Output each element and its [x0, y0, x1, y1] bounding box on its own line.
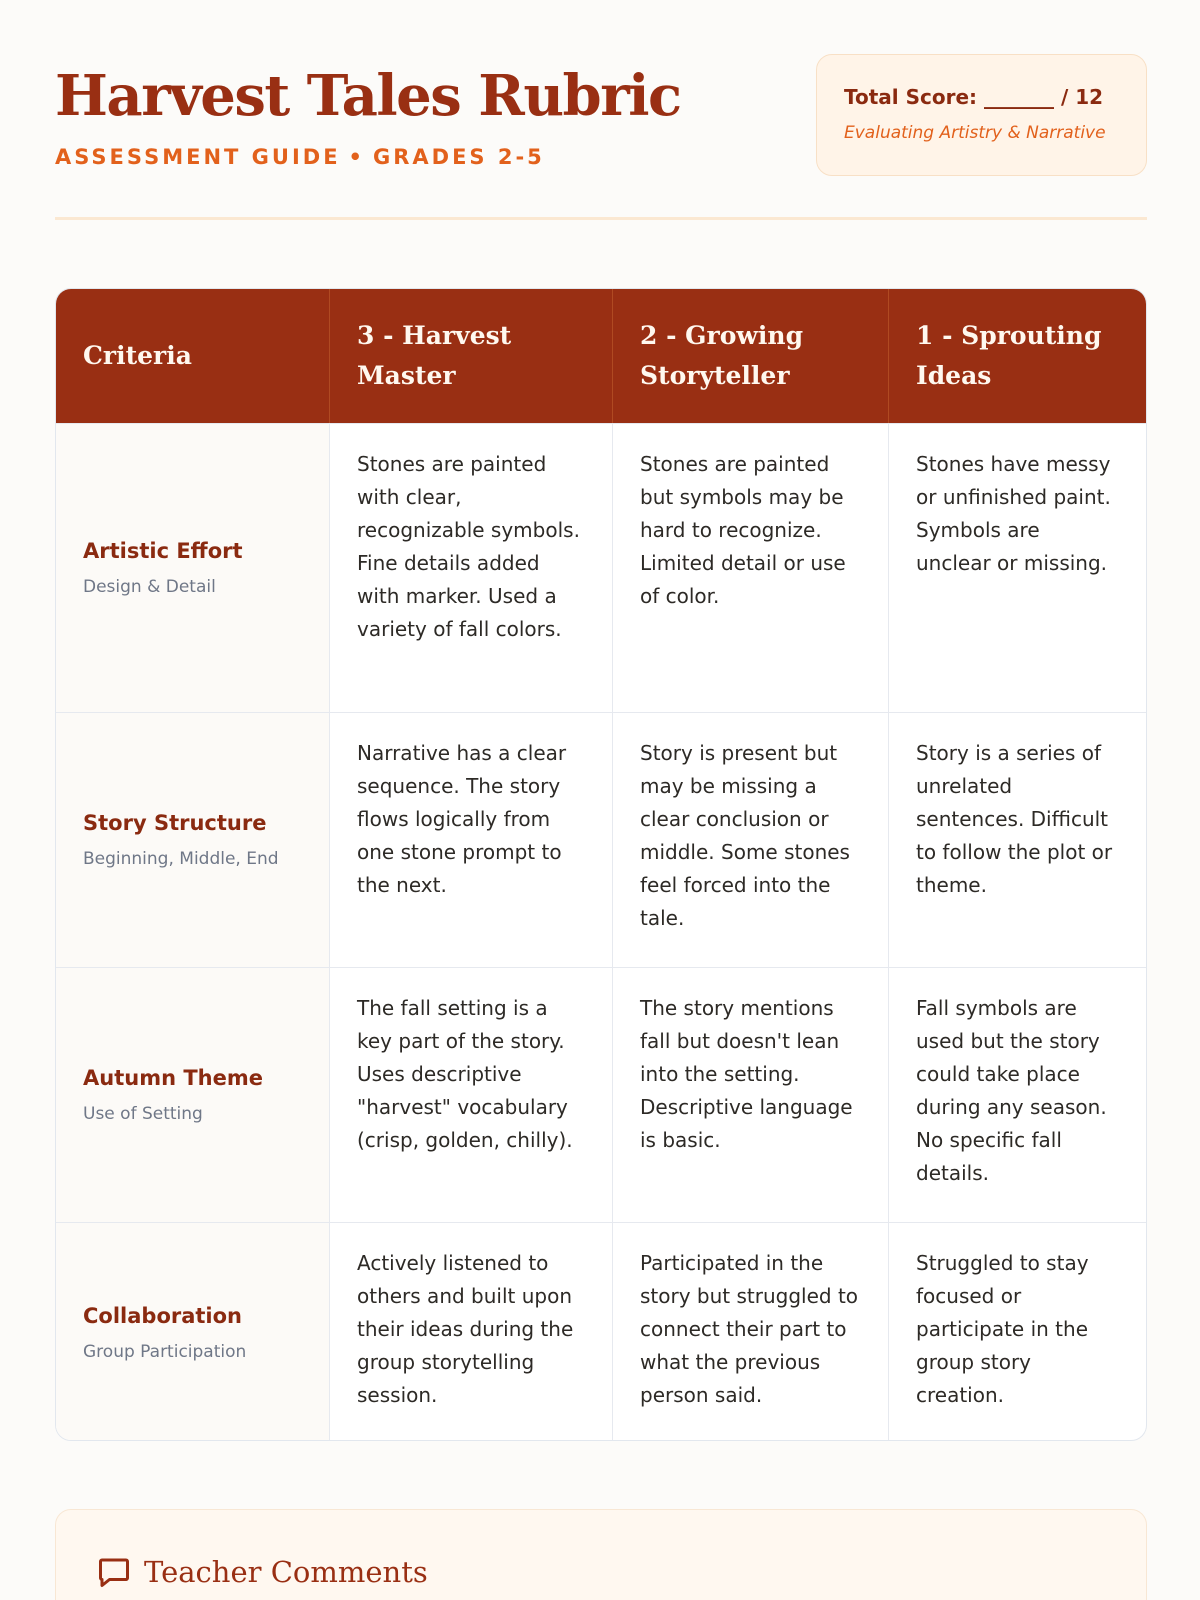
score-tagline: Evaluating Artistry & Narrative [844, 123, 1106, 143]
criteria-cell [56, 1223, 330, 1441]
subtitle-grades: GRADES 2-5 [372, 145, 545, 169]
page-subtitle [55, 142, 545, 172]
criteria-name: Story Structure [83, 811, 267, 835]
page-header [55, 62, 1147, 182]
level-1-description: Struggled to stay focused or participate in the group story creation. [916, 1251, 1089, 1407]
teacher-comments-title: Teacher Comments [144, 1555, 428, 1589]
criteria-name: Autumn Theme [83, 1066, 263, 1090]
subtitle-separator: • [348, 145, 365, 169]
column-header-level-2: 2 - Growing Storyteller [613, 289, 889, 423]
level-1-description: Story is a series of unrelated sentences. Difficult to follow the plot or theme. [916, 741, 1113, 897]
table-row [56, 712, 1146, 967]
page-title: Harvest Tales Rubric [55, 63, 681, 129]
column-header-level-3: 3 - Harvest Master [330, 289, 613, 423]
level-2-description: Stones are painted but symbols may be hard to recognize. Limited detail or use of color. [613, 424, 889, 712]
level-3-description: Actively listened to others and built upon their ideas during the group storytelling session. [330, 1223, 613, 1441]
criteria-cell [56, 713, 330, 967]
level-2-description: Participated in the story but struggled to connect their part to what the previous person said. [613, 1223, 889, 1441]
comment-icon [96, 1554, 132, 1590]
rubric-page [55, 0, 1147, 1600]
total-score-box [816, 54, 1147, 176]
criteria-subtitle: Use of Setting [83, 1104, 203, 1124]
criteria-subtitle: Group Participation [83, 1341, 247, 1362]
criteria-cell [56, 424, 330, 712]
criteria-subtitle: Design & Detail [83, 577, 216, 597]
table-row [56, 1222, 1146, 1441]
level-2-description: The story mentions fall but doesn't lean into the setting. Descriptive language is basic. [613, 968, 889, 1222]
subtitle-guide: ASSESSMENT GUIDE [55, 145, 341, 169]
criteria-subtitle: Beginning, Middle, End [83, 849, 279, 869]
column-header-level-1: 1 - Sprouting Ideas [916, 321, 1102, 390]
level-1-description: Fall symbols are used but the story could take place during any season. No specific fall details. [916, 996, 1107, 1185]
level-3-description: Narrative has a clear sequence. The story flows logically from one stone prompt to the next. [330, 713, 613, 967]
table-row [56, 967, 1146, 1222]
column-header-criteria: Criteria [56, 289, 330, 423]
rubric-header-row [56, 289, 1146, 423]
criteria-name: Collaboration [83, 1303, 243, 1328]
teacher-comments-header [96, 1554, 428, 1590]
level-3-description: The fall setting is a key part of the story. Uses descriptive "harvest" vocabulary (crisp, golden, chilly). [330, 968, 613, 1222]
level-1-description: Stones have messy or unfinished paint. Symbols are unclear or missing. [916, 452, 1111, 575]
teacher-comments-panel [55, 1509, 1147, 1600]
rubric-table [55, 288, 1147, 1441]
table-row [56, 423, 1146, 712]
criteria-name: Artistic Effort [83, 539, 243, 563]
total-score-label: Total Score: _______ / 12 [844, 85, 1104, 109]
criteria-cell [56, 968, 330, 1222]
level-2-description: Story is present but may be missing a clear conclusion or middle. Some stones feel forced into the tale. [613, 713, 889, 967]
level-3-description: Stones are painted with clear, recognizable symbols. Fine details added with marker. Used a variety of fall colors. [330, 424, 613, 712]
header-divider [55, 217, 1147, 220]
